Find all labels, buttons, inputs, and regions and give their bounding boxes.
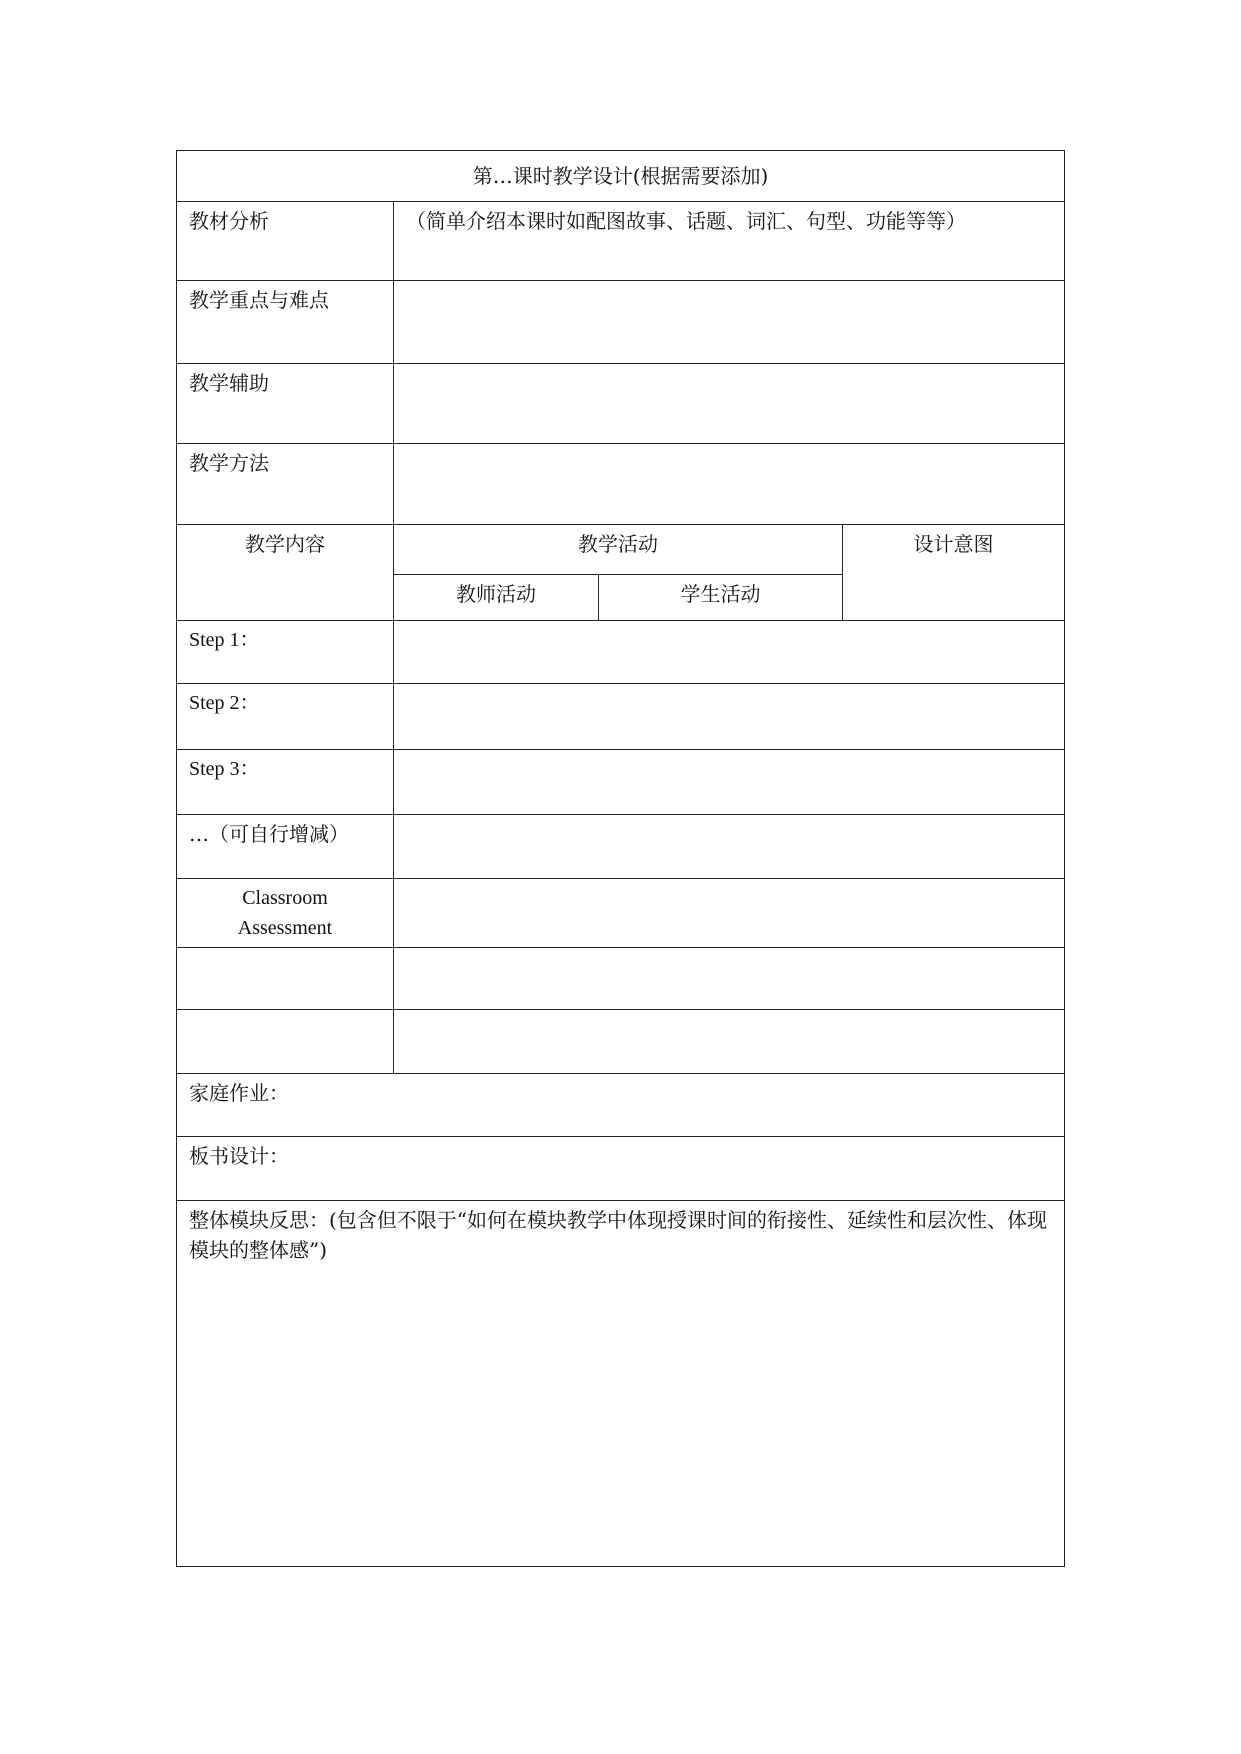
title-row [177, 151, 1065, 202]
step-more-field[interactable] [394, 815, 1065, 879]
assessment-line-2: Assessment [237, 917, 333, 939]
step-row [177, 684, 1065, 750]
table-title: 第…课时教学设计(根据需要添加) [177, 151, 1065, 202]
blank-row [177, 1010, 1065, 1074]
teaching-methods-row [177, 444, 1065, 525]
blank-label-cell[interactable] [177, 1010, 394, 1074]
step-2-field[interactable] [394, 684, 1065, 750]
step-row [177, 815, 1065, 879]
teaching-aids-field[interactable] [394, 364, 1065, 444]
classroom-assessment-field[interactable] [394, 879, 1065, 948]
design-intent-header: 设计意图 [843, 525, 1065, 621]
homework-field[interactable]: 家庭作业： [177, 1074, 1065, 1137]
step-row [177, 750, 1065, 815]
blank-row [177, 948, 1065, 1010]
material-analysis-hint: （简单介绍本课时如配图故事、话题、词汇、句型、功能等等） [394, 202, 1065, 281]
material-analysis-label: 教材分析 [177, 202, 394, 281]
teaching-methods-field[interactable] [394, 444, 1065, 525]
step-row [177, 621, 1065, 684]
reflection-row [177, 1201, 1065, 1567]
step-2-label: Step 2： [177, 684, 394, 750]
reflection-field[interactable]: 整体模块反思：(包含但不限于“如何在模块教学中体现授课时间的衔接性、延续性和层次性、体现模块的整体感”) [177, 1201, 1065, 1567]
key-points-field[interactable] [394, 281, 1065, 364]
key-points-label: 教学重点与难点 [177, 281, 394, 364]
step-3-field[interactable] [394, 750, 1065, 815]
student-activity-header: 学生活动 [599, 575, 843, 621]
blank-field[interactable] [394, 948, 1065, 1010]
teacher-activity-header: 教师活动 [394, 575, 599, 621]
teaching-methods-label: 教学方法 [177, 444, 394, 525]
step-more-label: …（可自行增减） [177, 815, 394, 879]
blank-field[interactable] [394, 1010, 1065, 1074]
classroom-assessment-label [177, 879, 394, 948]
teaching-aids-label: 教学辅助 [177, 364, 394, 444]
step-1-label: Step 1： [177, 621, 394, 684]
assessment-line-1: Classroom [242, 887, 328, 909]
assessment-row [177, 879, 1065, 948]
teaching-aids-row [177, 364, 1065, 444]
material-analysis-row [177, 202, 1065, 281]
board-design-row [177, 1137, 1065, 1201]
lesson-plan-table [176, 150, 1065, 1567]
homework-row [177, 1074, 1065, 1137]
teaching-activities-header: 教学活动 [394, 525, 843, 575]
step-1-field[interactable] [394, 621, 1065, 684]
teaching-content-header: 教学内容 [177, 525, 394, 621]
activity-header-row [177, 525, 1065, 575]
step-3-label: Step 3： [177, 750, 394, 815]
blank-label-cell[interactable] [177, 948, 394, 1010]
board-design-field[interactable]: 板书设计： [177, 1137, 1065, 1201]
key-points-row [177, 281, 1065, 364]
